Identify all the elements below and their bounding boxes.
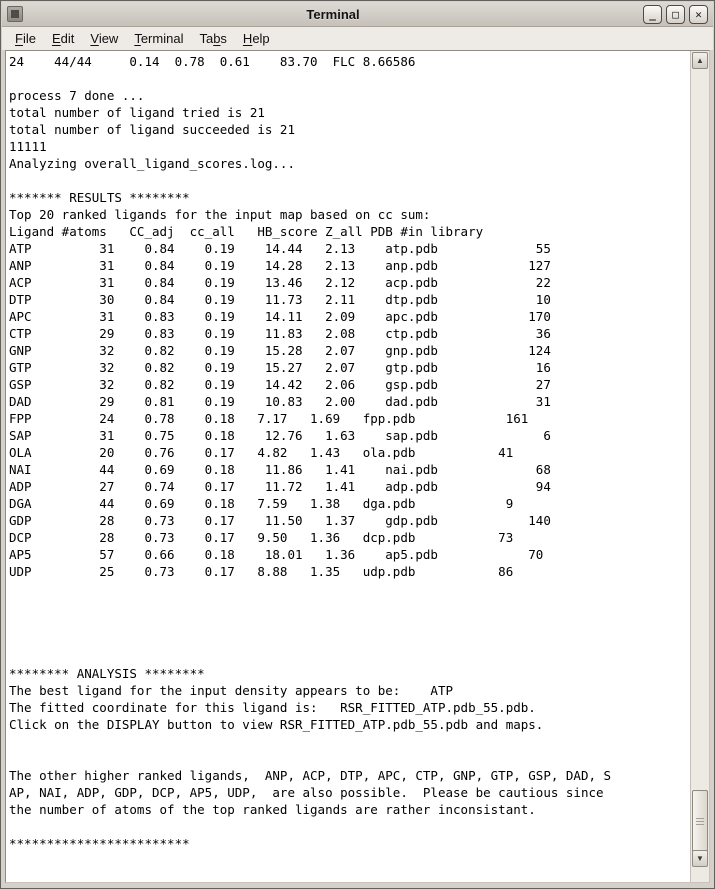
terminal-line bbox=[9, 597, 690, 614]
terminal-line: GSP 32 0.82 0.19 14.42 2.06 gsp.pdb 27 bbox=[9, 377, 551, 392]
terminal-app-icon bbox=[7, 6, 23, 22]
terminal-line: DTP 30 0.84 0.19 11.73 2.11 dtp.pdb 10 bbox=[9, 292, 551, 307]
terminal-line: ************************ bbox=[9, 836, 190, 851]
terminal-line: total number of ligand succeeded is 21 bbox=[9, 122, 295, 137]
scroll-up-button[interactable] bbox=[692, 52, 708, 69]
terminal-line: Analyzing overall_ligand_scores.log... bbox=[9, 156, 295, 171]
thumb-grip-icon bbox=[696, 824, 704, 825]
menu-item-view[interactable]: View bbox=[90, 31, 119, 46]
terminal-line bbox=[9, 580, 690, 597]
terminal-line: ATP 31 0.84 0.19 14.44 2.13 atp.pdb 55 bbox=[9, 241, 551, 256]
maximize-icon: □ bbox=[672, 7, 679, 21]
thumb-grip-icon bbox=[696, 818, 704, 819]
terminal-line: GTP 32 0.82 0.19 15.27 2.07 gtp.pdb 16 bbox=[9, 360, 551, 375]
terminal-line bbox=[9, 70, 690, 87]
terminal-line: OLA 20 0.76 0.17 4.82 1.43 ola.pdb 41 bbox=[9, 445, 514, 460]
terminal-line: ACP 31 0.84 0.19 13.46 2.12 acp.pdb 22 bbox=[9, 275, 551, 290]
terminal-line: DGA 44 0.69 0.18 7.59 1.38 dga.pdb 9 bbox=[9, 496, 514, 511]
terminal-line bbox=[9, 733, 690, 750]
terminal-line: ANP 31 0.84 0.19 14.28 2.13 anp.pdb 127 bbox=[9, 258, 551, 273]
close-button[interactable] bbox=[689, 5, 708, 24]
terminal-line: the number of atoms of the top ranked ligands are rather inconsistant. bbox=[9, 802, 536, 817]
titlebar[interactable] bbox=[2, 2, 713, 27]
terminal-line bbox=[9, 631, 690, 648]
scrollbar-thumb[interactable] bbox=[692, 790, 708, 852]
terminal-line: SAP 31 0.75 0.18 12.76 1.63 sap.pdb 6 bbox=[9, 428, 551, 443]
terminal-line: The best ligand for the input density appears to be: ATP bbox=[9, 683, 454, 698]
terminal-line: DAD 29 0.81 0.19 10.83 2.00 dad.pdb 31 bbox=[9, 394, 551, 409]
terminal-line: CTP 29 0.83 0.19 11.83 2.08 ctp.pdb 36 bbox=[9, 326, 551, 341]
terminal-line: ******** ANALYSIS ******** bbox=[9, 666, 205, 681]
menu-item-file[interactable]: File bbox=[15, 31, 36, 46]
terminal-line: NAI 44 0.69 0.18 11.86 1.41 nai.pdb 68 bbox=[9, 462, 551, 477]
terminal-line: DCP 28 0.73 0.17 9.50 1.36 dcp.pdb 73 bbox=[9, 530, 514, 545]
terminal-line bbox=[9, 852, 690, 869]
terminal-line: APC 31 0.83 0.19 14.11 2.09 apc.pdb 170 bbox=[9, 309, 551, 324]
terminal-line: GNP 32 0.82 0.19 15.28 2.07 gnp.pdb 124 bbox=[9, 343, 551, 358]
terminal-line: FPP 24 0.78 0.18 7.17 1.69 fpp.pdb 161 bbox=[9, 411, 529, 426]
terminal-line: 11111 bbox=[9, 139, 47, 154]
thumb-grip-icon bbox=[696, 821, 704, 822]
terminal-line: 24 44/44 0.14 0.78 0.61 83.70 FLC 8.66586 bbox=[9, 54, 416, 69]
terminal-line: process 7 done ... bbox=[9, 88, 145, 103]
scroll-down-button[interactable] bbox=[692, 850, 708, 867]
terminal-line: ******* RESULTS ******** bbox=[9, 190, 190, 205]
terminal-line bbox=[9, 648, 690, 665]
terminal-line bbox=[9, 614, 690, 631]
window-controls bbox=[639, 5, 708, 24]
arrow-up-icon: ▲ bbox=[696, 55, 704, 65]
close-icon: ✕ bbox=[695, 7, 702, 21]
terminal-output[interactable] bbox=[6, 51, 690, 882]
minimize-button[interactable] bbox=[643, 5, 662, 24]
terminal-viewport bbox=[5, 50, 710, 883]
arrow-down-icon: ▼ bbox=[696, 853, 704, 863]
menu-item-terminal[interactable]: Terminal bbox=[134, 31, 184, 46]
terminal-line bbox=[9, 172, 690, 189]
terminal-line bbox=[9, 750, 690, 767]
menu-item-help[interactable]: Help bbox=[242, 31, 270, 46]
terminal-line: The other higher ranked ligands, ANP, ACP, DTP, APC, CTP, GNP, GTP, GSP, DAD, S bbox=[9, 768, 612, 783]
terminal-app-icon-screen bbox=[11, 10, 19, 18]
terminal-line: Ligand #atoms CC_adj cc_all HB_score Z_all PDB #in library bbox=[9, 224, 484, 239]
terminal-line: UDP 25 0.73 0.17 8.88 1.35 udp.pdb 86 bbox=[9, 564, 514, 579]
scrollbar[interactable] bbox=[690, 51, 709, 882]
menu-item-edit[interactable]: Edit bbox=[51, 31, 75, 46]
terminal-line: Click on the DISPLAY button to view RSR_FITTED_ATP.pdb_55.pdb and maps. bbox=[9, 717, 544, 732]
terminal-line: The fitted coordinate for this ligand is: RSR_FITTED_ATP.pdb_55.pdb. bbox=[9, 700, 536, 715]
terminal-line: GDP 28 0.73 0.17 11.50 1.37 gdp.pdb 140 bbox=[9, 513, 551, 528]
terminal-line: AP, NAI, ADP, GDP, DCP, AP5, UDP, are also possible. Please be cautious since bbox=[9, 785, 604, 800]
terminal-line: ADP 27 0.74 0.17 11.72 1.41 adp.pdb 94 bbox=[9, 479, 551, 494]
terminal-line: AP5 57 0.66 0.18 18.01 1.36 ap5.pdb 70 bbox=[9, 547, 544, 562]
maximize-button[interactable] bbox=[666, 5, 685, 24]
minimize-icon: _ bbox=[649, 7, 656, 21]
terminal-line: total number of ligand tried is 21 bbox=[9, 105, 265, 120]
menu-item-tabs[interactable]: Tabs bbox=[199, 31, 227, 46]
terminal-line bbox=[9, 818, 690, 835]
terminal-line: Top 20 ranked ligands for the input map based on cc sum: bbox=[9, 207, 431, 222]
menubar bbox=[2, 27, 713, 50]
window-title: Terminal bbox=[306, 6, 360, 22]
